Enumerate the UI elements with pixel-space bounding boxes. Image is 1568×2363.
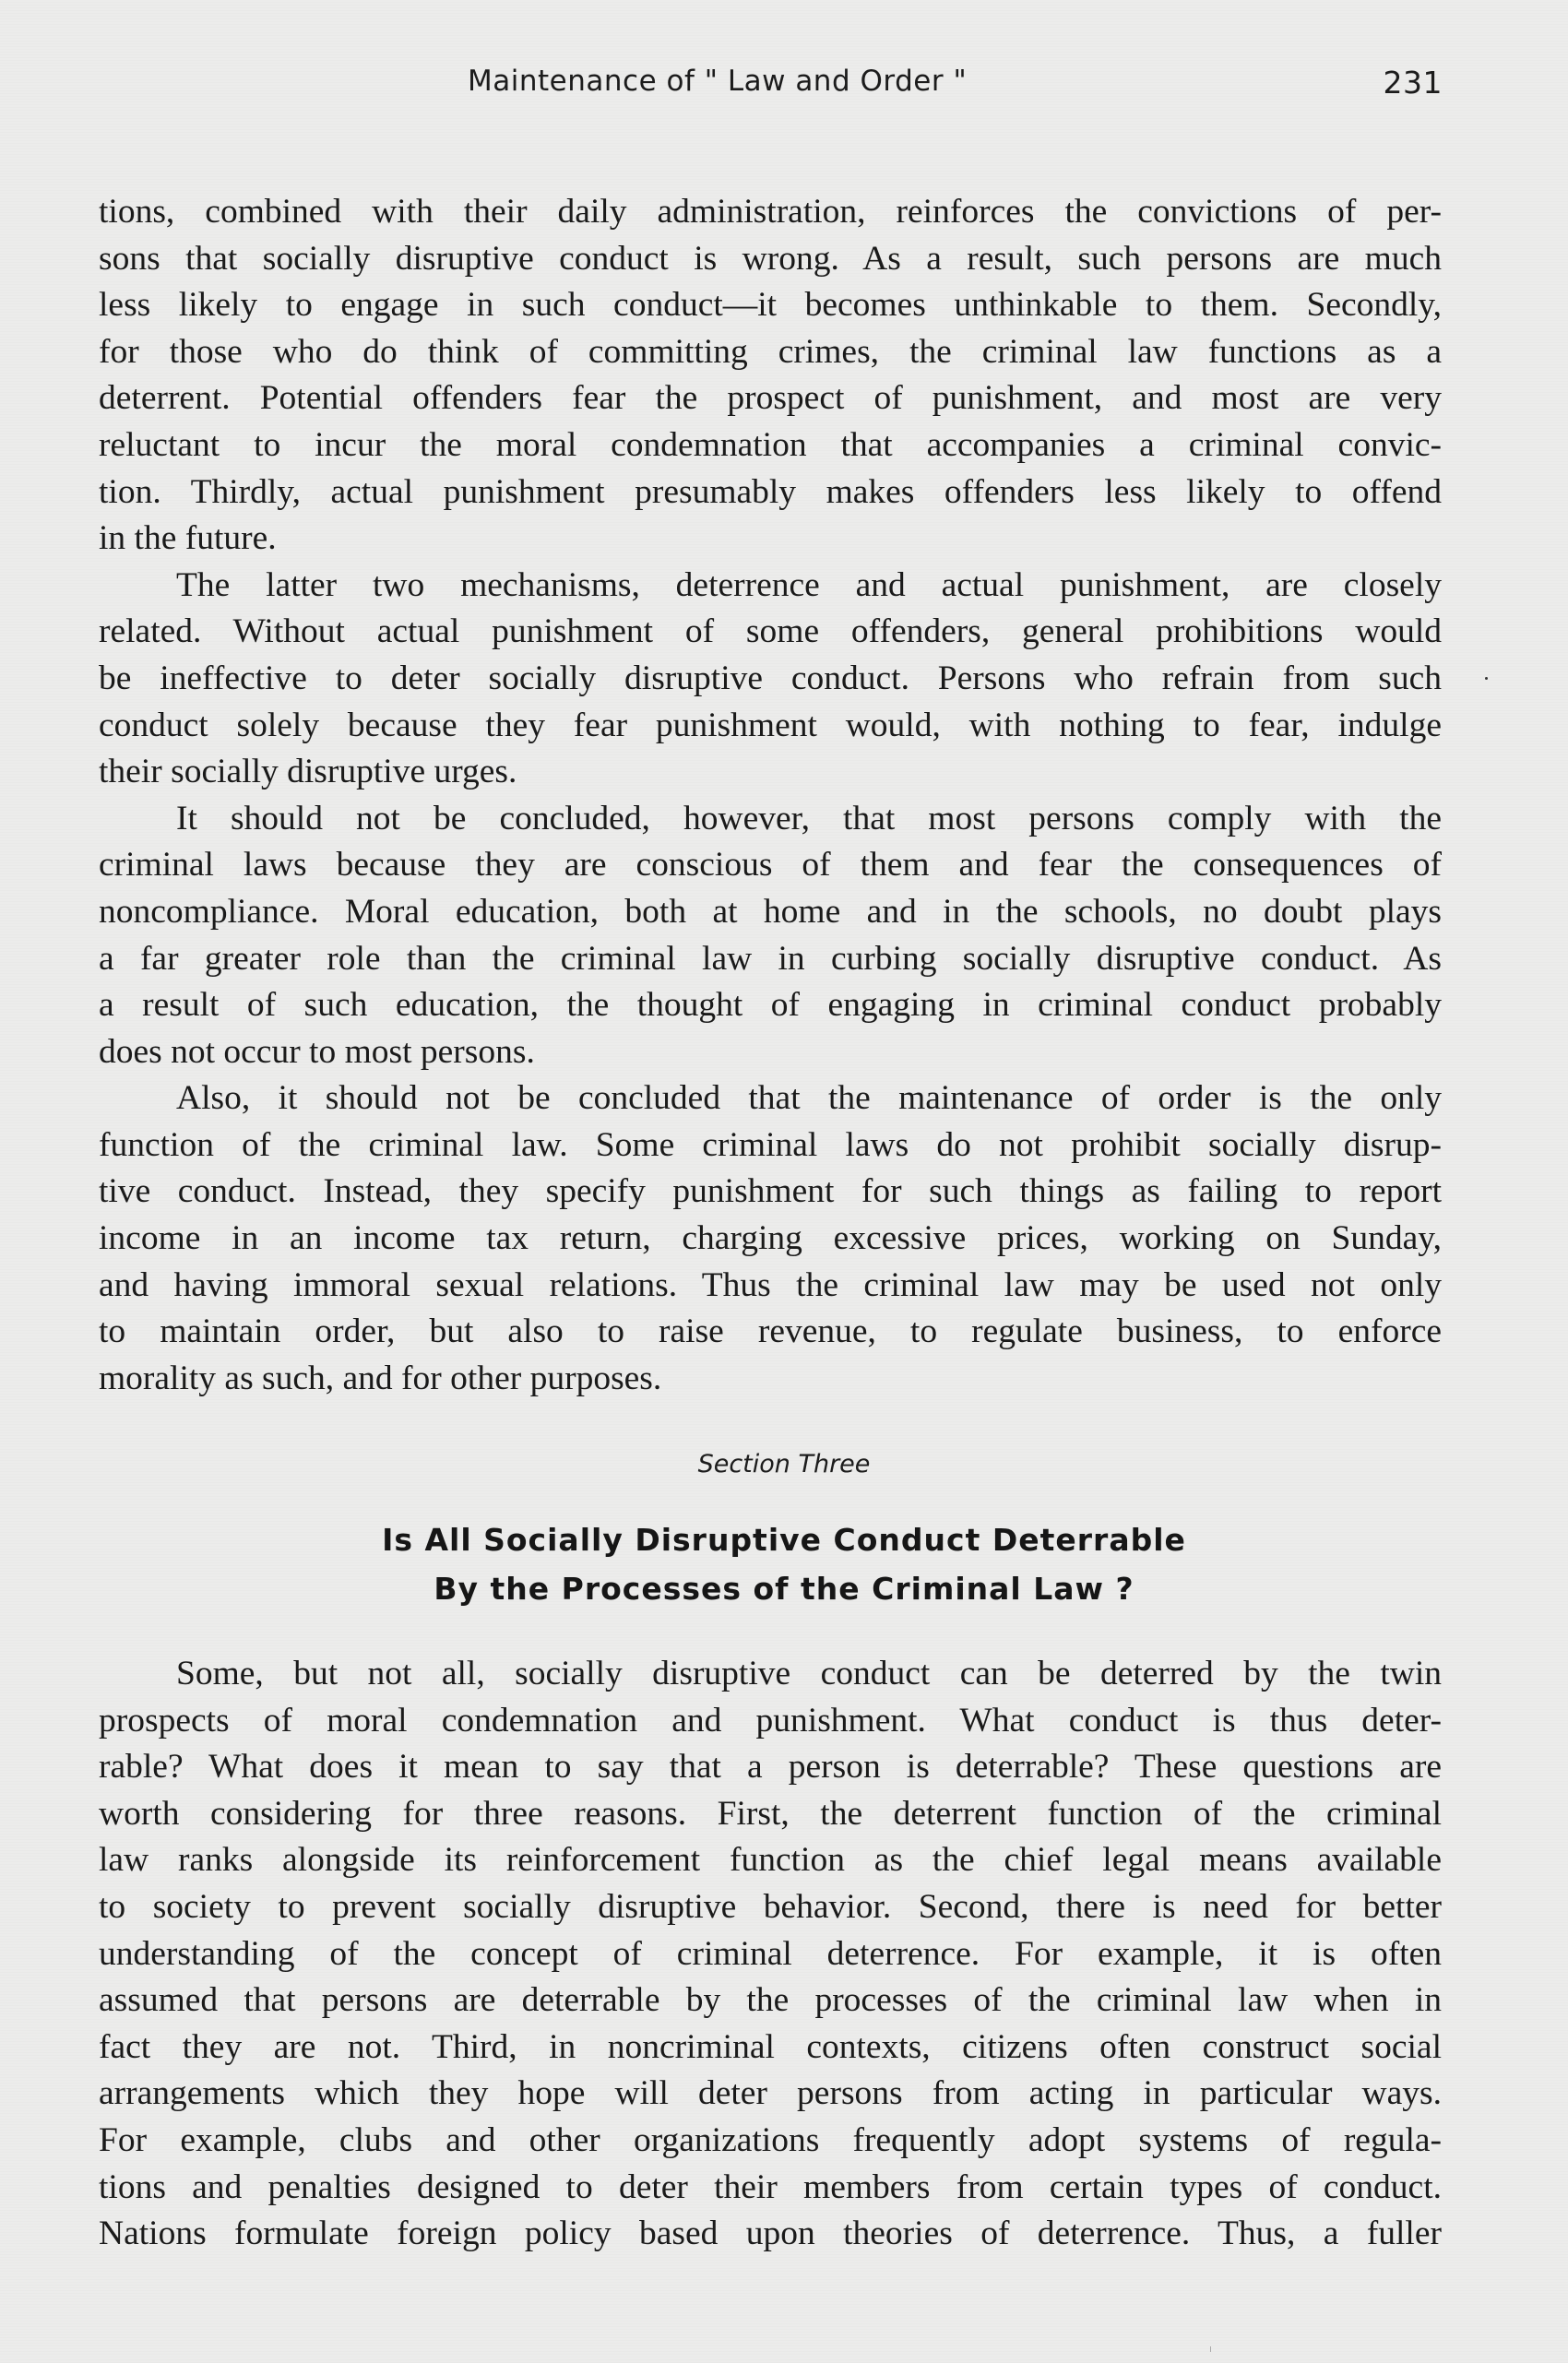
text-line: arrangements which they hope will deter persons from acting in particular ways. bbox=[99, 2074, 1442, 2113]
text-line: in the future. bbox=[99, 519, 277, 558]
text-line: rable? What does it mean to say that a person is deterrable? These questions are bbox=[99, 1748, 1442, 1787]
text-line: income in an income tax return, charging excessive prices, working on Sunday, bbox=[99, 1219, 1442, 1258]
text-line: understanding of the concept of criminal deterrence. For example, it is often bbox=[99, 1934, 1442, 1973]
text-line: The latter two mechanisms, deterrence and actual punishment, are closely bbox=[176, 565, 1442, 604]
text-line: fact they are not. Third, in noncriminal contexts, citizens often construct social bbox=[99, 2027, 1442, 2066]
paragraph bbox=[99, 1075, 1442, 1402]
text-line: and having immoral sexual relations. Thus the criminal law may be used not only bbox=[99, 1265, 1442, 1304]
text-line: tive conduct. Instead, they specify punishment for such things as failing to report bbox=[99, 1172, 1442, 1211]
text-line: deterrent. Potential offenders fear the prospect of punishment, and most are very bbox=[99, 379, 1442, 418]
section-label: Section Three bbox=[697, 1450, 871, 1478]
text-line: to maintain order, but also to raise revenue, to regulate business, to enforce bbox=[99, 1312, 1442, 1351]
running-title: Maintenance of " Law and Order " bbox=[468, 65, 968, 98]
text-line: their socially disruptive urges. bbox=[99, 753, 517, 791]
text-line: reluctant to incur the moral condemnation that accompanies a criminal convic- bbox=[99, 425, 1442, 464]
text-line: a result of such education, the thought of engaging in criminal conduct probably bbox=[99, 986, 1442, 1025]
text-line: Also, it should not be concluded that the maintenance of order is the only bbox=[176, 1079, 1442, 1118]
text-line: worth considering for three reasons. First, the deterrent function of the criminal bbox=[99, 1794, 1442, 1833]
text-line: related. Without actual punishment of some offenders, general prohibitions would bbox=[99, 612, 1442, 651]
paper-speck bbox=[1210, 2346, 1211, 2352]
text-line: less likely to engage in such conduct—it becomes unthinkable to them. Secondly, bbox=[99, 286, 1442, 325]
text-line: law ranks alongside its reinforcement function as the chief legal means available bbox=[99, 1841, 1442, 1880]
text-line: tion. Thirdly, actual punishment presumably makes offenders less likely to offend bbox=[99, 472, 1442, 511]
text-line: Some, but not all, socially disruptive conduct can be deterred by the twin bbox=[176, 1655, 1442, 1692]
text-line: sons that socially disruptive conduct is wrong. As a result, such persons are much bbox=[99, 239, 1442, 278]
text-line: tions and penalties designed to deter their members from certain types of conduct. bbox=[99, 2167, 1442, 2206]
running-header bbox=[0, 65, 1568, 111]
text-line: morality as such, and for other purposes. bbox=[99, 1359, 662, 1397]
text-line: noncompliance. Moral education, both at home and in the schools, no doubt plays bbox=[99, 892, 1442, 931]
paper-speck bbox=[1485, 677, 1488, 680]
body-text-top bbox=[99, 189, 1442, 1402]
text-line: criminal laws because they are conscious of them and fear the consequences of bbox=[99, 846, 1442, 885]
section-title-line: Is All Socially Disruptive Conduct Deterrable bbox=[382, 1522, 1186, 1558]
section-title-line: By the Processes of the Criminal Law ? bbox=[434, 1571, 1134, 1607]
paragraph bbox=[99, 189, 1442, 563]
paragraph bbox=[99, 1651, 1442, 2258]
section-title bbox=[0, 1515, 1568, 1613]
text-line: for those who do think of committing crimes, the criminal law functions as a bbox=[99, 332, 1442, 371]
text-line: to society to prevent socially disruptive behavior. Second, there is need for better bbox=[99, 1887, 1442, 1926]
text-line: prospects of moral condemnation and punishment. What conduct is thus deter- bbox=[99, 1701, 1442, 1740]
text-line: does not occur to most persons. bbox=[99, 1032, 535, 1071]
text-line: tions, combined with their daily administration, reinforces the convictions of per- bbox=[99, 193, 1442, 231]
body-text-bottom bbox=[99, 1651, 1442, 2258]
text-line: For example, clubs and other organizations frequently adopt systems of regula- bbox=[99, 2120, 1442, 2159]
text-line: function of the criminal law. Some criminal laws do not prohibit socially disrup- bbox=[99, 1125, 1442, 1164]
text-line: Nations formulate foreign policy based upon theories of deterrence. Thus, a fuller bbox=[99, 2215, 1442, 2253]
paragraph bbox=[99, 563, 1442, 796]
text-line: conduct solely because they fear punishment would, with nothing to fear, indulge bbox=[99, 706, 1442, 744]
text-line: be ineffective to deter socially disruptive conduct. Persons who refrain from such bbox=[99, 659, 1442, 697]
paragraph bbox=[99, 796, 1442, 1076]
text-line: It should not be concluded, however, that most persons comply with the bbox=[176, 799, 1442, 837]
page-number: 231 bbox=[1383, 65, 1443, 101]
text-line: a far greater role than the criminal law in curbing socially disruptive conduct. As bbox=[99, 939, 1442, 978]
text-line: assumed that persons are deterrable by the processes of the criminal law when in bbox=[99, 1981, 1442, 2020]
